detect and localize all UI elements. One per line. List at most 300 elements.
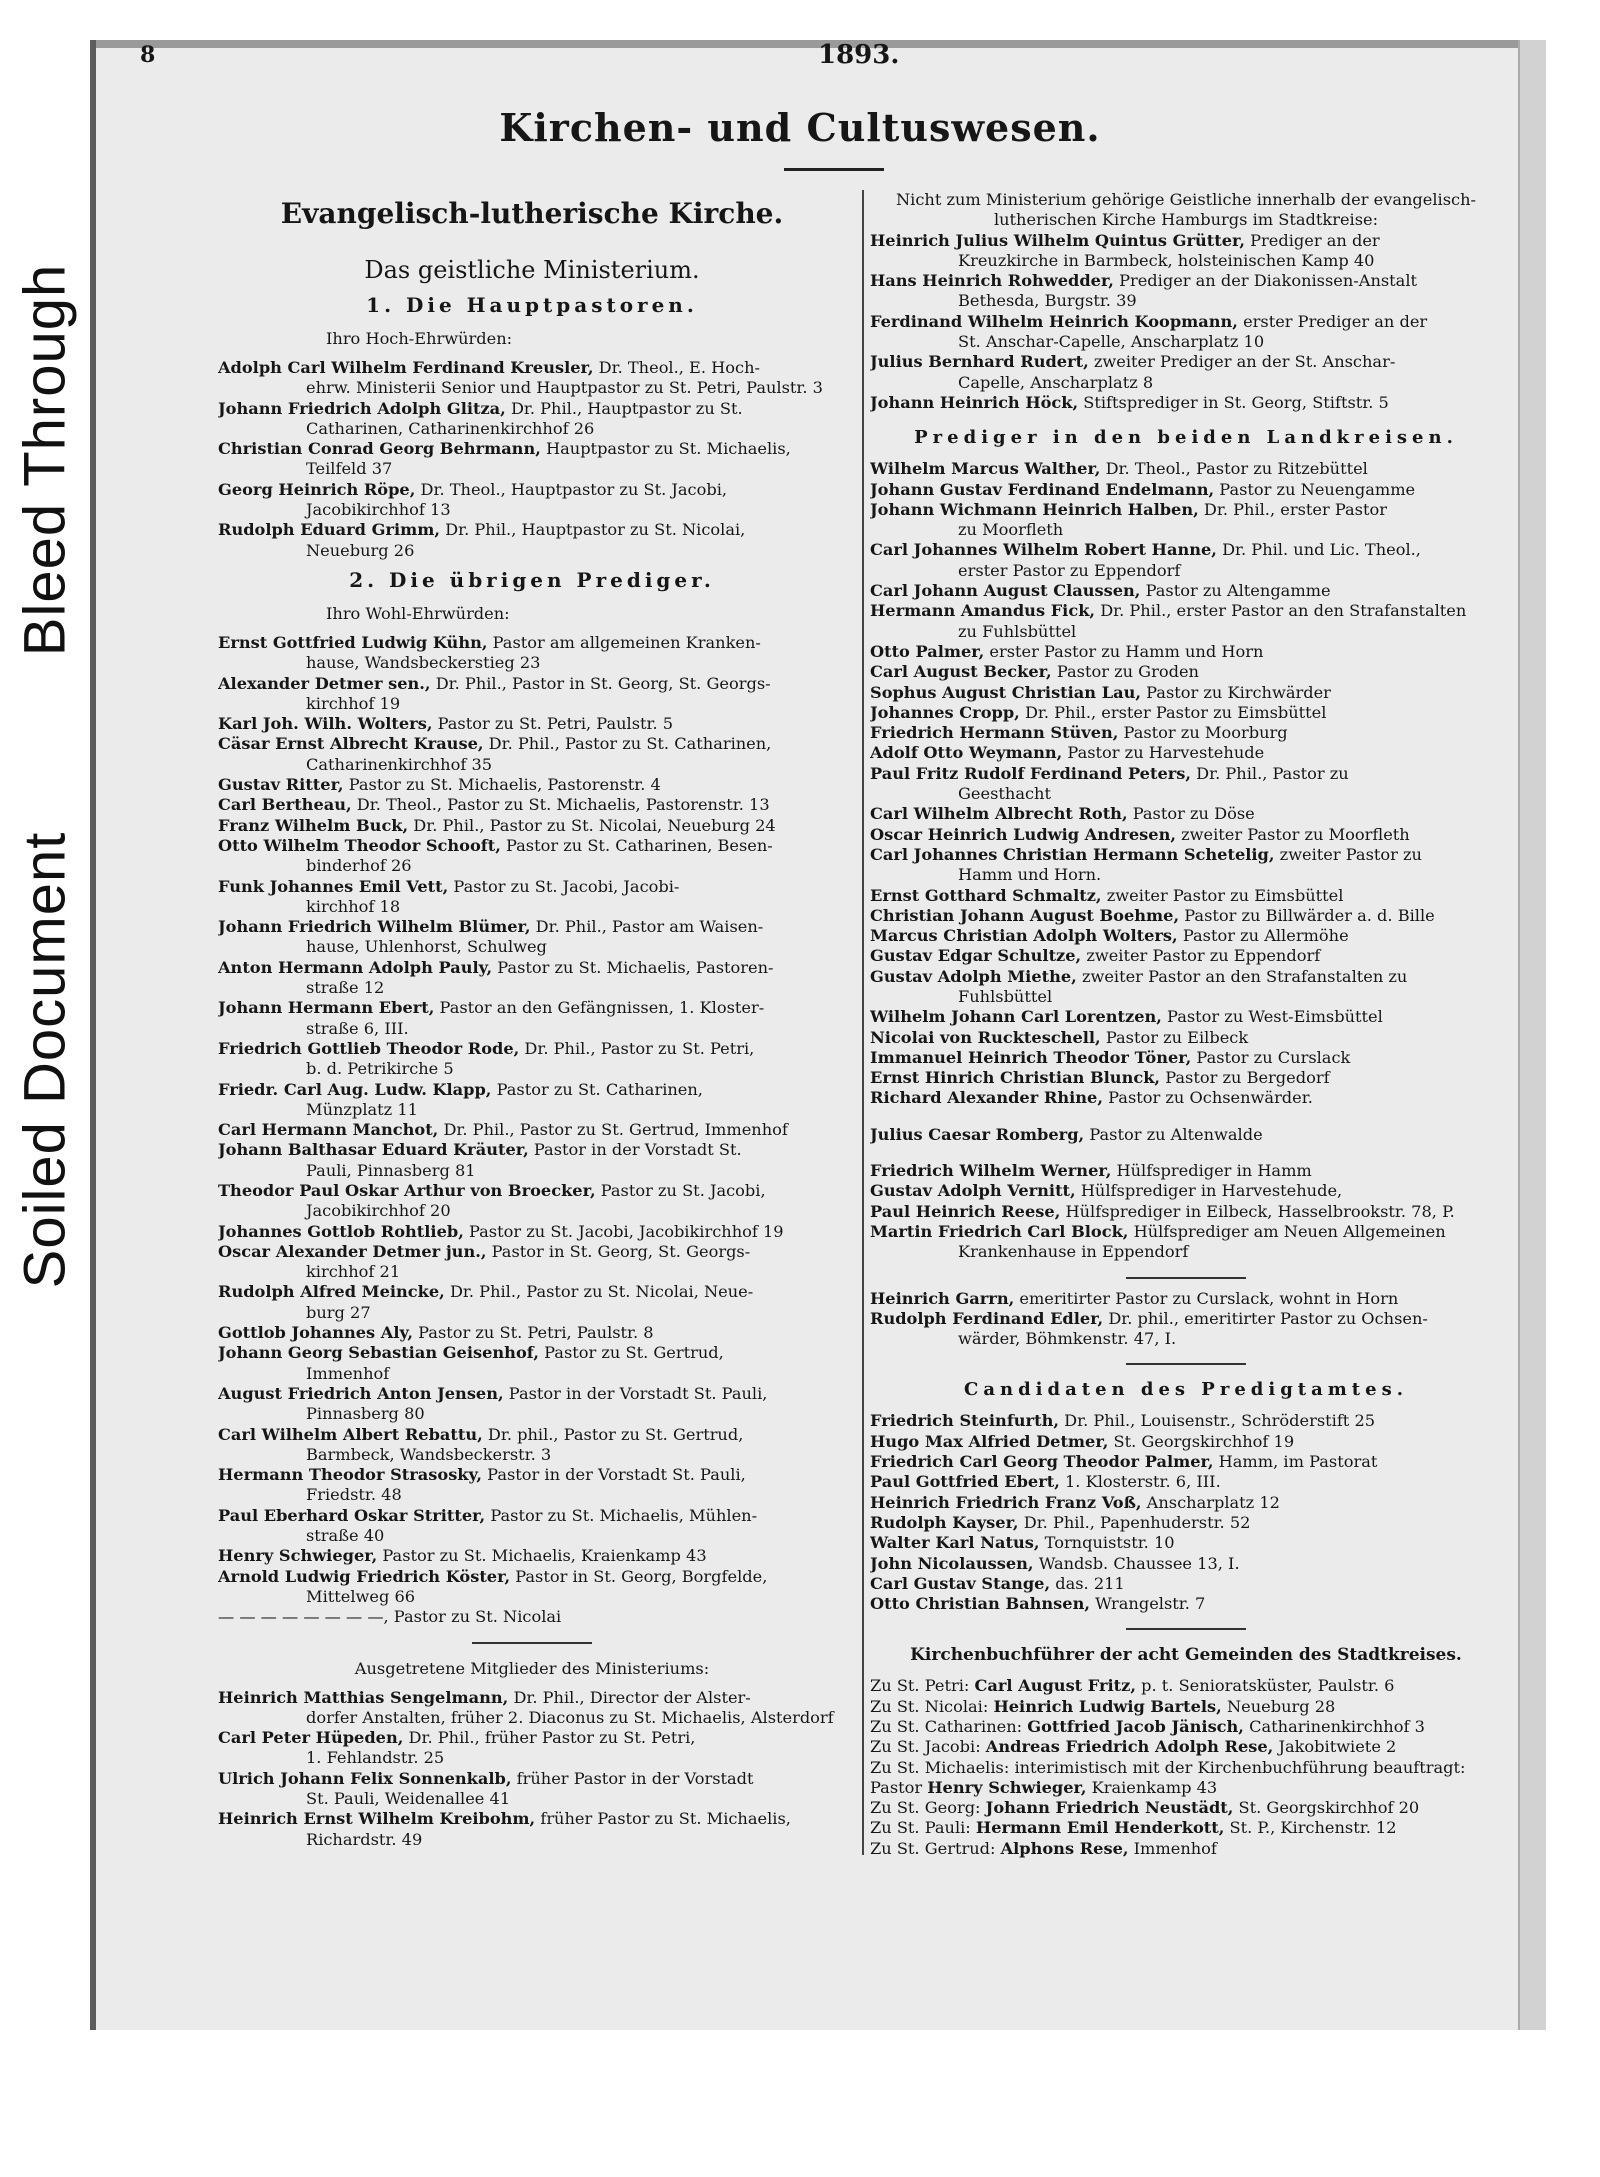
entry-line: [870, 312, 1502, 332]
person-name: Andreas Friedrich Adolph Rese,: [985, 1737, 1274, 1757]
entry-text: Dr. Theol., Hauptpastor zu St. Jacobi,: [415, 479, 728, 499]
entry-line: [870, 393, 1502, 413]
entry-text: Pastor zu St. Jacobi, Jacobikirchhof 19: [463, 1221, 784, 1241]
entry-text: Dr. Phil., Pastor zu St. Gertrud, Immenhof: [438, 1120, 788, 1140]
entry-line: [870, 1717, 1502, 1737]
person-name: Arnold Ludwig Friedrich Köster,: [218, 1566, 511, 1586]
section1-form-of-address: Ihro Hoch-Ehrwürden:: [326, 329, 513, 348]
entry-text: Pastor in der Vorstadt St. Pauli,: [503, 1383, 768, 1403]
entry-text: Pastor zu Kirchwärder: [1140, 682, 1331, 702]
person-name: Heinrich Ludwig Bartels,: [993, 1696, 1222, 1716]
entry-text: Pastor am allgemeinen Kranken-: [487, 632, 761, 652]
entry-text: Pastor zu St. Gertrud,: [538, 1343, 724, 1363]
person-name: Otto Christian Bahnsen,: [870, 1594, 1090, 1614]
entry-line: [218, 399, 846, 419]
person-name: Hermann Theodor Strasosky,: [218, 1465, 483, 1485]
directory-entry: [870, 946, 1502, 966]
entry-line: [870, 1181, 1502, 1201]
entry-continuation: 1. Fehlandstr. 25: [306, 1748, 445, 1768]
entry-line: [870, 683, 1502, 703]
person-name: Ernst Gottfried Ludwig Kühn,: [218, 632, 488, 652]
spacer: [870, 1109, 1502, 1125]
entry-continuation: straße 12: [306, 978, 385, 998]
directory-entry: [870, 1513, 1502, 1533]
entry-line: [218, 816, 846, 836]
directory-entry: [870, 764, 1502, 805]
directory-entry: [870, 1798, 1502, 1818]
directory-entry: [218, 1323, 846, 1343]
entry-line: [870, 743, 1502, 763]
directory-entry: [870, 1048, 1502, 1068]
directory-entry: [218, 1546, 846, 1566]
entry-continuation: Capelle, Anscharplatz 8: [958, 372, 1154, 392]
entry-text: emeritirter Pastor zu Curslack, wohnt in Horn: [1014, 1288, 1399, 1308]
entry-text: Dr. Theol., Pastor zu St. Michaelis, Pastorenstr. 13: [351, 795, 770, 815]
entry-text: Pastor zu Curslack: [1191, 1047, 1351, 1067]
entry-line: [870, 1432, 1502, 1452]
person-name: Paul Gottfried Ebert,: [870, 1472, 1060, 1492]
directory-entry: [870, 845, 1502, 886]
city-clergy-entries: [870, 231, 1502, 414]
entry-text: Dr. Phil., Pastor am Waisen-: [530, 917, 764, 937]
person-name: Friedrich Gottlieb Theodor Rode,: [218, 1038, 520, 1058]
entry-text: Pastor zu St. Jacobi, Jacobi-: [448, 876, 680, 896]
entry-text: Pastor in der Vorstadt St. Pauli,: [482, 1465, 746, 1485]
entry-text: Pastor zu Groden: [1051, 662, 1199, 682]
parish-label: Zu St. Nicolai:: [870, 1696, 994, 1716]
directory-entry: [870, 1493, 1502, 1513]
entry-text: Dr. Phil., Pastor in St. Georg, St. Georgs-: [430, 673, 771, 693]
entry-line: [870, 480, 1502, 500]
person-name: Cäsar Ernst Albrecht Krause,: [218, 734, 484, 754]
entry-line: [218, 734, 846, 754]
entry-line: [218, 1222, 846, 1242]
person-name: Wilhelm Johann Carl Lorentzen,: [870, 1007, 1162, 1027]
directory-entry: [218, 520, 846, 561]
intro-line: Nicht zum Ministerium gehörige Geistliche innerhalb der evangelisch-: [896, 190, 1476, 209]
entry-line: [870, 1533, 1502, 1553]
directory-entry: [870, 1202, 1502, 1222]
candidates-heading: Candidaten des Predigtamtes.: [964, 1379, 1408, 1401]
entry-text: Jakobitwiete 2: [1273, 1737, 1397, 1757]
person-name: Ferdinand Wilhelm Heinrich Koopmann,: [870, 311, 1238, 331]
entry-text: Immenhof: [1128, 1838, 1217, 1858]
entry-text: Dr. Phil., Hauptpastor zu St. Nicolai,: [440, 520, 746, 540]
person-name: Rudolph Kayser,: [870, 1512, 1019, 1532]
person-name: Otto Palmer,: [870, 641, 985, 661]
entry-line: [870, 459, 1502, 479]
entry-line: [870, 1798, 1502, 1818]
person-name: Johann Wichmann Heinrich Halben,: [870, 499, 1199, 519]
entry-text: Pastor zu Döse: [1127, 804, 1255, 824]
entry-text: Dr. Phil., Pastor zu St. Catharinen,: [483, 734, 772, 754]
title-rule: [784, 168, 884, 171]
person-name: Martin Friedrich Carl Block,: [870, 1221, 1129, 1241]
person-name: John Nicolaussen,: [870, 1553, 1034, 1573]
entry-line: [870, 845, 1502, 865]
person-name: Carl Peter Hüpeden,: [218, 1728, 404, 1748]
section1-entries: [218, 358, 846, 561]
entry-continuation: Jacobikirchhof 13: [306, 500, 451, 520]
entry-text: Pastor in St. Georg, St. Georgs-: [486, 1241, 751, 1261]
entry-continuation: Mittelweg 66: [306, 1586, 416, 1606]
entry-line: [870, 1594, 1502, 1614]
directory-entry: [870, 1309, 1502, 1350]
person-name: Nicolai von Ruckteschell,: [870, 1027, 1101, 1047]
directory-entry: [218, 958, 846, 999]
person-name: Gottfried Jacob Jänisch,: [1027, 1717, 1244, 1736]
entry-text: Pastor zu St. Jacobi,: [595, 1180, 766, 1200]
entry-text: Pastor zu St. Michaelis, Kraienkamp 43: [377, 1546, 707, 1566]
entry-continuation: kirchhof 18: [306, 896, 401, 916]
entry-line: [218, 1425, 846, 1445]
entry-line: [218, 1769, 846, 1789]
person-name: Carl Gustav Stange,: [870, 1573, 1051, 1593]
directory-entry: [870, 1554, 1502, 1574]
person-name: Carl Johannes Christian Hermann Schetelig,: [870, 844, 1275, 864]
entry-text: Dr. Theol., Pastor zu Ritzebüttel: [1100, 459, 1368, 479]
directory-entry: [870, 540, 1502, 581]
candidate-entries: [870, 1411, 1502, 1614]
directory-entry: [870, 703, 1502, 723]
directory-entry: [218, 1120, 846, 1140]
person-name: Oscar Heinrich Ludwig Andresen,: [870, 824, 1176, 844]
emeriti-entries: [870, 1289, 1502, 1350]
entry-continuation: binderhof 26: [306, 856, 412, 876]
entry-text: Dr. Phil., Papenhuderstr. 52: [1018, 1512, 1251, 1532]
person-name: Friedr. Carl Aug. Ludw. Klapp,: [218, 1079, 492, 1099]
entry-text: Dr. Phil., Pastor zu St. Petri,: [519, 1038, 755, 1058]
directory-entry: [218, 1222, 846, 1242]
directory-entry: [870, 1411, 1502, 1431]
entry-line: [870, 271, 1502, 291]
directory-entry: [218, 1809, 846, 1850]
directory-entry: [218, 1465, 846, 1506]
spacer: [870, 1145, 1502, 1161]
entry-text: Hülfsprediger in Hamm: [1111, 1161, 1312, 1181]
directory-entry: [870, 1574, 1502, 1594]
person-name: Rudolph Ferdinand Edler,: [870, 1308, 1104, 1328]
entry-line: [870, 1697, 1502, 1717]
directory-entry: [870, 1007, 1502, 1027]
entry-line: [218, 1323, 846, 1343]
person-name: Friedrich Steinfurth,: [870, 1411, 1059, 1431]
directory-entry: [870, 352, 1502, 393]
person-name: Carl Wilhelm Albrecht Roth,: [870, 804, 1128, 824]
directory-entry: [218, 836, 846, 877]
entry-text: Neueburg 28: [1221, 1696, 1336, 1716]
entry-line: [870, 1554, 1502, 1574]
entry-text: Tornquiststr. 10: [1039, 1533, 1175, 1553]
ministerium-heading: Das geistliche Ministerium.: [364, 256, 700, 284]
entry-line: [870, 967, 1502, 987]
entry-line: [218, 480, 846, 500]
entry-text: Dr. Phil., Hauptpastor zu St.: [505, 398, 743, 418]
section2-form-of-address: Ihro Wohl-Ehrwürden:: [326, 603, 510, 623]
entry-line: [870, 231, 1502, 251]
directory-entry: [870, 804, 1502, 824]
entry-continuation: Catharinenkirchhof 35: [306, 754, 493, 774]
directory-entry: [218, 1140, 846, 1181]
entry-line: [218, 633, 846, 653]
intro-line: lutherischen Kirche Hamburgs im Stadtkreise:: [993, 210, 1379, 230]
entry-text: Dr. Theol., E. Hoch-: [593, 358, 760, 377]
entry-line: [870, 1028, 1502, 1048]
entry-continuation: Pinnasberg 80: [306, 1404, 425, 1424]
entry-continuation: St. Anschar-Capelle, Anscharplatz 10: [958, 332, 1265, 352]
entry-text: Pastor in der Vorstadt St.: [528, 1140, 742, 1160]
directory-entry: [218, 1384, 846, 1425]
directory-entry: [870, 1737, 1502, 1757]
landkreise-heading: Prediger in den beiden Landkreisen.: [914, 427, 1458, 449]
person-name: Hermann Emil Henderkott,: [975, 1818, 1225, 1838]
directory-entry: [218, 1181, 846, 1222]
entry-text: Anscharplatz 12: [1141, 1492, 1280, 1512]
directory-entry: [870, 581, 1502, 601]
entry-line: [870, 906, 1502, 926]
entry-text: zweiter Pastor an den Strafanstalten zu: [1076, 966, 1408, 986]
entry-continuation: Catharinen, Catharinenkirchhof 26: [306, 418, 595, 438]
directory-entry: [870, 1717, 1502, 1737]
entry-text: Pastor zu Neuengamme: [1214, 479, 1416, 499]
entry-continuation: Bethesda, Burgstr. 39: [958, 291, 1137, 311]
person-name: Johannes Gottlob Rohtlieb,: [218, 1221, 464, 1241]
left-column: [218, 190, 846, 1850]
person-name: Carl Hermann Manchot,: [218, 1120, 439, 1140]
entry-line: [870, 723, 1502, 743]
directory-entry: [870, 1839, 1502, 1859]
person-name: Paul Heinrich Reese,: [870, 1201, 1061, 1221]
entry-line: [218, 1546, 846, 1566]
directory-entry: [870, 1289, 1502, 1309]
entry-romberg: [870, 1125, 1502, 1145]
entry-continuation: straße 6, III.: [306, 1018, 409, 1038]
retired-entries: [218, 1688, 846, 1850]
entry-continuation: zu Moorfleth: [958, 520, 1064, 540]
entry-text: Hülfsprediger in Harvestehude,: [1075, 1181, 1343, 1201]
directory-entry: [870, 1432, 1502, 1452]
parish-label: Zu St. Jacobi:: [870, 1737, 986, 1757]
entry-continuation: straße 40: [306, 1526, 385, 1546]
entry-line: [218, 1607, 846, 1627]
entry-continuation: kirchhof 19: [306, 693, 401, 713]
entry-line: [218, 836, 846, 856]
person-name: Franz Wilhelm Buck,: [218, 815, 409, 835]
person-name: Friedrich Wilhelm Werner,: [870, 1161, 1112, 1181]
entry-text: Pastor zu Bergedorf: [1160, 1068, 1330, 1088]
person-name: Carl Bertheau,: [218, 795, 352, 815]
entry-continuation: erster Pastor zu Eppendorf: [958, 560, 1181, 580]
right-column: [870, 190, 1502, 1859]
entry-continuation: Jacobikirchhof 20: [306, 1201, 451, 1221]
entry-line: [870, 1676, 1502, 1696]
parish-label: Pastor: [870, 1777, 928, 1797]
directory-entry: [870, 271, 1502, 312]
directory-entry: [218, 1607, 846, 1627]
entry-text: früher Pastor in der Vorstadt: [511, 1768, 754, 1788]
entry-text: zweiter Pastor zu Moorfleth: [1175, 824, 1410, 844]
parish-label: Zu St. Pauli:: [870, 1818, 976, 1838]
entry-text: Prediger an der Diakonissen-Anstalt: [1113, 271, 1418, 291]
entry-line: [218, 958, 846, 978]
entry-text: Pastor zu Allermöhe: [1177, 926, 1349, 946]
section-rule: [472, 1642, 592, 1644]
person-name: Adolf Otto Weymann,: [870, 743, 1063, 763]
entry-text: Hamm, im Pastorat: [1213, 1452, 1378, 1472]
entry-text: Hauptpastor zu St. Michaelis,: [540, 439, 791, 459]
entry-line: [218, 1181, 846, 1201]
directory-entry: [870, 1181, 1502, 1201]
person-name: Gottlob Johannes Aly,: [218, 1323, 413, 1343]
entry-line: [218, 998, 846, 1018]
person-name: Friedrich Hermann Stüven,: [870, 723, 1119, 743]
directory-entry: [218, 480, 846, 521]
entry-line: [870, 642, 1502, 662]
directory-entry: [218, 1688, 846, 1729]
person-name: Johann Gustav Ferdinand Endelmann,: [870, 479, 1215, 499]
directory-entry: [218, 775, 846, 795]
directory-entry: [870, 1161, 1502, 1181]
directory-entry: [870, 480, 1502, 500]
entry-line: [870, 1048, 1502, 1068]
entry-line: [870, 1411, 1502, 1431]
directory-entry: [218, 1425, 846, 1466]
entry-line: [870, 926, 1502, 946]
person-name: Oscar Alexander Detmer jun.,: [218, 1241, 487, 1261]
entry-text: Stiftsprediger in St. Georg, Stiftstr. 5: [1078, 392, 1389, 412]
entry-text: Dr. phil., emeritirter Pastor zu Ochsen-: [1103, 1308, 1428, 1328]
entry-continuation: hause, Uhlenhorst, Schulweg: [306, 937, 547, 957]
entry-line: [870, 1161, 1502, 1181]
directory-entry: [870, 1472, 1502, 1492]
entry-continuation: zu Fuhlsbüttel: [958, 621, 1077, 641]
person-name: Alphons Rese,: [1000, 1838, 1129, 1858]
entry-text: p. t. Senioratsküster, Paulstr. 6: [1136, 1676, 1395, 1696]
entry-text: Wandsb. Chaussee 13, I.: [1033, 1553, 1240, 1573]
person-name: Johann Georg Sebastian Geisenhof,: [218, 1343, 539, 1363]
entry-line: [218, 1242, 846, 1262]
entry-text: Wrangelstr. 7: [1089, 1594, 1206, 1614]
directory-entry: [218, 998, 846, 1039]
entry-line: [218, 795, 846, 815]
entry-line: [218, 1567, 846, 1587]
person-name: Johann Friedrich Wilhelm Blümer,: [218, 917, 531, 937]
entry-line: [218, 674, 846, 694]
entry-line: [870, 1068, 1502, 1088]
entry-continuation: burg 27: [306, 1302, 371, 1322]
person-name: Funk Johannes Emil Vett,: [218, 876, 449, 896]
directory-entry: [870, 967, 1502, 1008]
directory-entry: [870, 1758, 1502, 1778]
entry-continuation: Kreuzkirche in Barmbeck, holsteinischen Kamp 40: [958, 250, 1375, 270]
directory-entry: [218, 1343, 846, 1384]
entry-text: Hülfsprediger am Neuen Allgemeinen: [1128, 1221, 1446, 1241]
entry-continuation: Barmbeck, Wandsbeckerstr. 3: [306, 1444, 552, 1464]
entry-text: Pastor zu St. Catharinen,: [491, 1079, 703, 1099]
person-name: Richard Alexander Rhine,: [870, 1088, 1103, 1108]
entry-text: Pastor zu West-Eimsbüttel: [1161, 1007, 1383, 1027]
entry-line: [870, 1309, 1502, 1329]
directory-entry: [870, 1697, 1502, 1717]
directory-entry: [870, 601, 1502, 642]
entry-text: Dr. Phil., erster Pastor zu Eimsbüttel: [1019, 702, 1327, 722]
entry-line: [870, 1452, 1502, 1472]
entry-line: [870, 1289, 1502, 1309]
entry-line: [870, 825, 1502, 845]
section-rule: [1126, 1277, 1246, 1279]
section1-heading: 1. Die Hauptpastoren.: [366, 293, 698, 317]
person-name: Ulrich Johann Felix Sonnenkalb,: [218, 1768, 512, 1788]
entry-line: [218, 1080, 846, 1100]
entry-line: [218, 520, 846, 540]
person-name: Johannes Cropp,: [870, 702, 1020, 722]
entry-line: [870, 1088, 1502, 1108]
entry-line: [218, 358, 846, 378]
entry-text: Dr. phil., Pastor zu St. Gertrud,: [482, 1424, 744, 1444]
person-name: Friedrich Carl Georg Theodor Palmer,: [870, 1452, 1214, 1472]
entry-line: [870, 601, 1502, 621]
person-name: Heinrich Julius Wilhelm Quintus Grütter,: [870, 230, 1246, 250]
entry-line: [218, 1688, 846, 1708]
person-name: Heinrich Friedrich Franz Voß,: [870, 1492, 1142, 1512]
entry-text: Pastor an den Gefängnissen, 1. Kloster-: [434, 998, 765, 1018]
entry-line: [218, 877, 846, 897]
entry-text: Pastor zu Ochsenwärder.: [1102, 1088, 1313, 1108]
person-name: Rudolph Alfred Meincke,: [218, 1282, 445, 1302]
directory-entry: [870, 231, 1502, 272]
directory-entry: [218, 633, 846, 674]
entry-line: [870, 500, 1502, 520]
directory-entry: [218, 439, 846, 480]
directory-entry: [218, 1282, 846, 1323]
entry-line: [870, 764, 1502, 784]
entry-text: Dr. Phil., Pastor zu: [1191, 763, 1349, 783]
entry-line: [870, 1737, 1502, 1757]
directory-entry: [870, 1088, 1502, 1108]
directory-entry: [218, 1506, 846, 1547]
person-name: Henry Schwieger,: [927, 1777, 1087, 1797]
parish-label: Zu St. Michaelis: interimistisch mit der Kirchenbuchführung beauftragt:: [870, 1757, 1466, 1777]
directory-entry: [870, 1594, 1502, 1614]
entry-text: St. P., Kirchenstr. 12: [1224, 1818, 1397, 1838]
landkreise-entries: [870, 459, 1502, 1109]
entry-text: Kraienkamp 43: [1086, 1777, 1218, 1797]
entry-line: [870, 886, 1502, 906]
entry-text: Prediger an der: [1245, 230, 1380, 250]
person-name: Henry Schwieger,: [218, 1546, 378, 1566]
entry-text: früher Pastor zu St. Michaelis,: [535, 1809, 791, 1829]
parish-label: Zu St. Gertrud:: [870, 1838, 1001, 1858]
entry-text: Pastor in St. Georg, Borgfelde,: [510, 1566, 768, 1586]
entry-line: [218, 775, 846, 795]
directory-entry: [870, 1452, 1502, 1472]
directory-entry: [218, 1769, 846, 1810]
page-number: 8: [140, 42, 156, 68]
entry-line: [870, 1202, 1502, 1222]
person-name: Otto Wilhelm Theodor Schooft,: [218, 835, 501, 855]
entry-text: Pastor zu St. Petri, Paulstr. 5: [432, 714, 674, 734]
person-name: August Friedrich Anton Jensen,: [218, 1383, 504, 1403]
church-heading: Evangelisch-lutherische Kirche.: [280, 197, 784, 230]
person-name: Rudolph Eduard Grimm,: [218, 520, 441, 540]
entry-continuation: kirchhof 21: [306, 1262, 401, 1282]
entry-text: Dr. Phil. und Lic. Theol.,: [1216, 540, 1421, 560]
person-name: Heinrich Ernst Wilhelm Kreibohm,: [218, 1809, 536, 1829]
page-year: 1893.: [818, 40, 900, 70]
entry-text: Hülfsprediger in Eilbeck, Hasselbrookstr. 78, P.: [1060, 1201, 1455, 1221]
directory-entry: [870, 1028, 1502, 1048]
person-name: Georg Heinrich Röpe,: [218, 479, 416, 499]
